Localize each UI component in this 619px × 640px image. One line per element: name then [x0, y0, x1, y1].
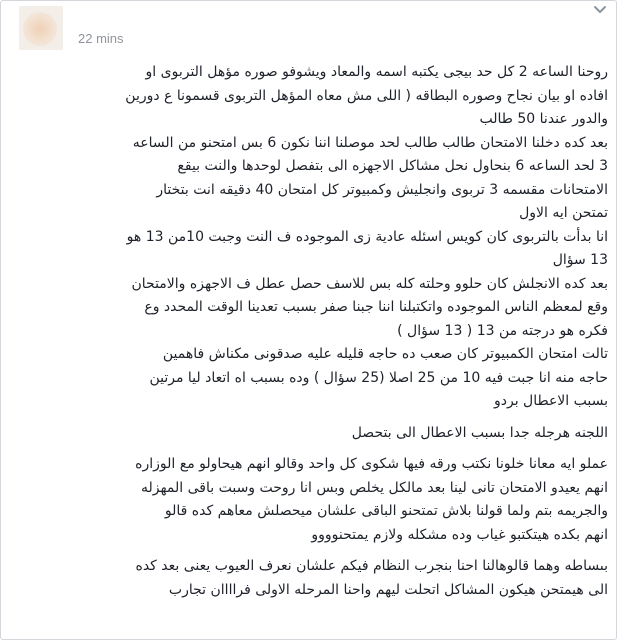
- post-paragraph-complaint: عملو ايه معانا خلونا نكتب ورقه فيها شكوى كل واحد وقالو انهم هيحاولو مع الوزاره انهم يعيدو الامتحان تانى لينا بعد مالكل يخلص وبس انا روحت وسبت باقى المهزله والجريمه بتم ولما قولنا بلاش تمتحنو الباقى علشان ميحصلش معاهم كده قالو انهم بكده هيتكتبو غياب وده مشكله ولازم يمتحنوووو: [135, 456, 608, 543]
- chevron-down-icon[interactable]: [592, 3, 608, 17]
- post-body: [11, 61, 608, 610]
- avatar-placeholder: [23, 12, 57, 46]
- post-timestamp[interactable]: 22 mins: [78, 31, 124, 46]
- post-paragraph-committee: اللجنه هرجله جدا بسبب الاعطال الى بتحصل: [351, 424, 608, 441]
- profile-avatar[interactable]: [19, 6, 63, 50]
- post-paragraph-exam-details: روحنا الساعه 2 كل حد بيجى يكتبه اسمه والمعاد ويشوفو صوره مؤهل التربوى او افاده او بيان نجاح وصوره البطاقه ( اللى مش معاه المؤهل التربوى قسمونا ع دورين والدور عندنا 50 طالب بعد كده دخلنا الامتحان طالب طالب لحد موصلنا اننا نكون 6 بس امتحنو من الساعه 3 لحد الساعه 6 بنحاول نحل مشاكل الاجهزه الى بتفصل لوحدها والنت بيقع الامتحانات مقسمه 3 تربوى وانجليش وكمبيوتر كل امتحان 40 دقيقه انت بتختار تمتحن ايه الاول انا بدأت بالتربوى كان كويس اسئله عادية زى الموجوده ف النت وجبت 10من 13 هو 13 سؤال بعد كده الانجلش كان حلوو وحلته كله بس للاسف حصل عطل ف الاجهزه والامتحان وقع لمعظم الناس الموجوده واتكتبلنا اننا جبنا صفر بسبب تعدينا الوقت المحدد وع فكره هو درجته من 13 ( 13 سؤال ) تالت امتحان الكمبيوتر كان صعب ده حاجه قليله عليه صدقونى مكناش فاهمين حاجه منه انا جبت فيه 10 من 25 اصلا (25 سؤال ) وده بسبب اه اتعاد ليا مرتين بسبب الاعطال بردو: [125, 64, 608, 409]
- post-paragraph-summary: بىساطه وهما قالوهالنا احنا بنجرب النظام فيكم علشان نعرف العيوب يعنى بعد كده الى هيمتحن هيكون المشاكل اتحلت ليهم واحنا المرحله الاولى فراااان تجارب: [135, 558, 608, 598]
